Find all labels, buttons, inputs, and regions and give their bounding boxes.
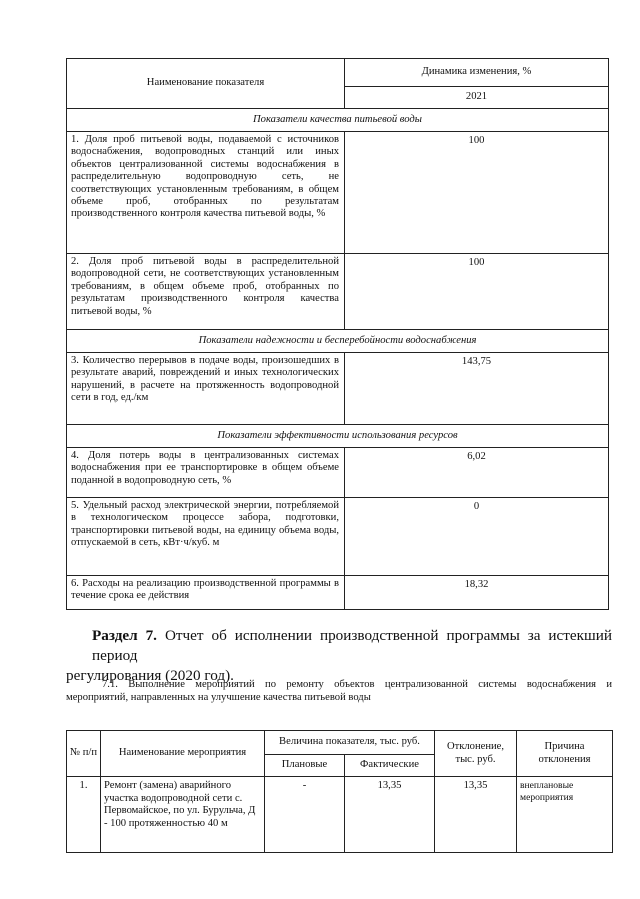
row-actual: 13,35	[345, 777, 435, 853]
indicators-table	[66, 58, 609, 610]
column-header-actual: Фактические	[345, 755, 435, 777]
column-header-value-group: Величина показателя, тыс. руб.	[265, 731, 435, 755]
column-header-name: Наименование мероприятия	[101, 731, 265, 777]
row-reason: внеплановые мероприятия	[517, 777, 613, 853]
column-header-planned: Плановые	[265, 755, 345, 777]
row-name: Ремонт (замена) аварийного участка водопроводной сети с. Первомайское, по ул. Бурульча, Д - 100 протяженностью 40 м	[101, 777, 265, 853]
indicator-value: 100	[345, 132, 609, 254]
row-deviation: 13,35	[435, 777, 517, 853]
section-7-heading	[66, 626, 612, 686]
indicator-value: 0	[345, 498, 609, 576]
paragraph-7-1	[66, 678, 612, 704]
table-row	[67, 777, 613, 853]
table-row	[67, 576, 609, 610]
indicator-value: 18,32	[345, 576, 609, 610]
row-planned: -	[265, 777, 345, 853]
section-title-reliability: Показатели надежности и бесперебойности водоснабжения	[67, 330, 609, 353]
column-header-indicator: Наименование показателя	[67, 59, 345, 109]
section-7-title-line1: Отчет об исполнении производственной программы за истекший период	[92, 627, 612, 664]
column-header-reason: Причина отклонения	[517, 731, 613, 777]
column-header-deviation: Отклонение, тыс. руб.	[435, 731, 517, 777]
indicator-label: 5. Удельный расход электрической энергии, потребляемой в технологическом процессе забора, подготовки, транспортировки питьевой воды, на единицу объема воды, отпускаемой в сеть, кВт·ч/куб. м	[67, 498, 345, 576]
indicator-label: 2. Доля проб питьевой воды в распределительной водопроводной сети, не соответствующих установленным требованиям, в общем объеме проб, отобранных по результатам производственного контроля качества питьевой воды, %	[67, 254, 345, 330]
indicator-value: 6,02	[345, 448, 609, 498]
table-row	[67, 498, 609, 576]
row-num: 1.	[67, 777, 101, 853]
table-row	[67, 132, 609, 254]
table-row	[67, 254, 609, 330]
indicator-label: 4. Доля потерь воды в централизованных системах водоснабжения при ее транспортировке в общем объеме поданной в водопроводную сеть, %	[67, 448, 345, 498]
section-title-efficiency: Показатели эффективности использования ресурсов	[67, 425, 609, 448]
table-row	[67, 448, 609, 498]
paragraph-7-1-line1: 7.1. Выполнение мероприятий по ремонту объектов централизованной системы водоснабжения и	[102, 679, 612, 690]
indicator-value: 100	[345, 254, 609, 330]
column-header-num: № п/п	[67, 731, 101, 777]
section-7-label: Раздел 7.	[92, 627, 157, 644]
section-title-quality: Показатели качества питьевой воды	[67, 109, 609, 132]
indicator-value: 143,75	[345, 353, 609, 425]
indicator-label: 1. Доля проб питьевой воды, подаваемой с источников водоснабжения, водопроводных станций или иных объектов централизованной системы водоснабжения в распределительную водопроводную сеть, не соответствующих установленным требованиям, в общем объеме проб, отобранных по результатам производственного контроля качества питьевой воды, %	[67, 132, 345, 254]
table-row	[67, 353, 609, 425]
paragraph-7-1-line2: мероприятий, направленных на улучшение качества питьевой воды	[66, 692, 371, 703]
column-header-year: 2021	[345, 87, 609, 109]
indicator-label: 3. Количество перерывов в подаче воды, произошедших в результате аварий, повреждений и иных технологических нарушений, в расчете на протяженность водопроводной сети в год, ед./км	[67, 353, 345, 425]
indicator-label: 6. Расходы на реализацию производственной программы в течение срока ее действия	[67, 576, 345, 610]
column-header-dynamics: Динамика изменения, %	[345, 59, 609, 87]
activities-table	[66, 730, 613, 853]
section-7-title-line2: регулирования (2020 год).	[66, 667, 234, 684]
